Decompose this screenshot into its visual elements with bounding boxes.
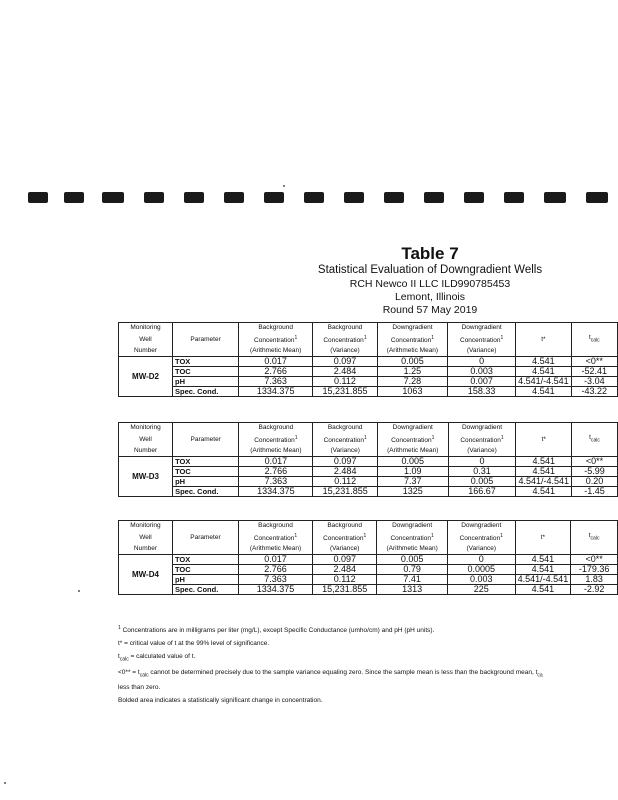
column-header: Concentration$^1$ [313,531,377,544]
column-header: Concentration$^1$ [377,433,448,446]
column-header: Background [313,323,377,334]
parameter-cell: TOX [173,457,239,467]
column-header: t* [516,433,572,446]
column-header: (Arithmetic Mean) [377,446,448,457]
column-header: Concentration$^1$ [377,333,447,346]
column-header: (Arithmetic Mean) [377,346,447,357]
downgradient-variance-cell: 0 [447,555,515,565]
background-mean-cell: 7.363 [238,575,312,585]
downgradient-variance-cell: 0.31 [448,467,516,477]
downgradient-mean-cell: 1.25 [377,367,447,377]
header-row [119,333,618,346]
t-calc-cell: <0** [571,357,617,367]
downgradient-mean-cell: 0.005 [377,457,448,467]
column-header: Background [238,521,312,532]
column-header: (Variance) [448,346,516,357]
background-mean-cell: 1334.375 [239,387,313,397]
downgradient-variance-cell: 0.007 [448,377,516,387]
t-calc-cell: -1.45 [572,487,618,497]
column-header: (Variance) [447,544,515,555]
column-header: Monitoring [119,521,173,532]
table-title: Table 7 [401,244,459,263]
background-mean-cell: 7.363 [239,477,313,487]
parameter-cell: pH [173,377,239,387]
t-calc-cell: -5.99 [572,467,618,477]
table-row [119,555,618,565]
column-header: Background [313,521,377,532]
column-header: (Arithmetic Mean) [377,544,447,555]
column-header: Number [119,346,173,357]
parameter-cell: TOC [173,367,239,377]
footnotes [118,622,618,707]
column-header: Downgradient [377,423,448,434]
downgradient-mean-cell: 7.41 [377,575,447,585]
header-row [119,423,618,434]
header-row [119,521,618,532]
downgradient-variance-cell: 158.33 [448,387,516,397]
column-header: Concentration$^1$ [238,531,312,544]
downgradient-mean-cell: 1313 [377,585,447,595]
downgradient-mean-cell: 0.005 [377,357,447,367]
parameter-cell: pH [173,477,239,487]
parameter-cell: Spec. Cond. [173,387,239,397]
background-mean-cell: 2.766 [238,565,312,575]
t-calc-cell: -43.22 [571,387,617,397]
column-header: Number [119,446,173,457]
header-row [119,531,618,544]
table-row [119,387,618,397]
column-header: (Variance) [313,446,378,457]
t-calc-cell: -179.36 [571,565,618,575]
t-calc-cell: <0** [572,457,618,467]
parameter-cell: Spec. Cond. [173,487,239,497]
parameter-cell: pH [172,575,238,585]
header-row [119,346,618,357]
footnote-tstar: t* = critical value of t at the 99% level of significance. [118,640,270,648]
downgradient-variance-cell: 225 [447,585,515,595]
column-header: Downgradient [447,521,515,532]
column-header: Background [239,323,313,334]
t-calc-cell: -2.92 [571,585,618,595]
column-header: Concentration$^1$ [448,333,516,346]
background-mean-cell: 2.766 [239,367,313,377]
background-variance-cell: 15,231.855 [313,387,377,397]
downgradient-variance-cell: 0 [448,457,516,467]
table-row [119,565,618,575]
parameter-cell: TOX [173,357,239,367]
t-calc-cell: 0.20 [572,477,618,487]
table-subtitle: Statistical Evaluation of Downgradient Wells [317,264,543,276]
t-critical-cell: 4.541 [516,457,572,467]
column-header: Downgradient [377,323,447,334]
footnote-bold: Bolded area indicates a statistically significant change in concentration. [118,696,323,704]
background-variance-cell: 0.112 [313,377,377,387]
column-header: (Variance) [448,446,516,457]
column-header: (Arithmetic Mean) [238,544,312,555]
downgradient-variance-cell: 166.67 [448,487,516,497]
column-header: (Variance) [313,544,377,555]
background-mean-cell: 0.017 [239,357,313,367]
column-header: Background [239,423,313,434]
background-mean-cell: 0.017 [239,457,313,467]
background-variance-cell: 0.097 [313,457,378,467]
background-variance-cell: 0.097 [313,357,377,367]
background-variance-cell: 2.484 [313,467,378,477]
t-critical-cell: 4.541 [515,585,571,595]
footnote-tcalc: $t_{calc}$ = calculated value of t. [118,653,196,663]
parameter-cell: TOX [172,555,238,565]
round-line: Round 57 May 2019 [382,304,478,316]
t-critical-cell: 4.541 [516,357,572,367]
table-row [119,367,618,377]
table-row [119,467,618,477]
t-critical-cell: 4.541 [516,487,572,497]
column-header: Downgradient [448,423,516,434]
well-number: MW-D3 [119,457,173,497]
table-row [119,575,618,585]
column-header: (Arithmetic Mean) [239,346,313,357]
dashed-separator [28,192,618,206]
t-calc-cell: -3.04 [571,377,617,387]
column-header: Well [119,531,173,544]
downgradient-variance-cell: 0.005 [448,477,516,487]
background-mean-cell: 7.363 [239,377,313,387]
downgradient-mean-cell: 0.005 [377,555,447,565]
downgradient-variance-cell: 0.003 [447,575,515,585]
t-critical-cell: 4.541 [516,467,572,477]
background-variance-cell: 0.112 [313,575,377,585]
background-variance-cell: 15,231.855 [313,487,378,497]
column-header: (Arithmetic Mean) [239,446,313,457]
column-header: (Variance) [313,346,377,357]
column-header: Concentration$^1$ [239,333,313,346]
column-header: $t_{calc}$ [571,333,617,346]
location-line: Lemont, Illinois [394,291,466,303]
column-header: Concentration$^1$ [313,433,378,446]
column-header: Monitoring [119,323,173,334]
header-row [119,544,618,555]
header-row [119,323,618,334]
column-header: $t_{calc}$ [572,433,618,446]
column-header: Parameter [173,333,239,346]
column-header: Concentration$^1$ [239,433,313,446]
table-row [119,585,618,595]
column-header: t* [515,531,571,544]
downgradient-mean-cell: 7.28 [377,377,447,387]
footnote-zero-variance: $<0** = t_{calc}$ cannot be determined precisely due to the sample variance equaling zero. Since the sample mean is less than the background mean, $t_{ca}$ [118,669,543,679]
column-header: Monitoring [119,423,173,434]
well-number: MW-D2 [119,357,173,397]
well-table [118,322,618,397]
background-mean-cell: 2.766 [239,467,313,477]
column-header: Well [119,333,173,346]
downgradient-mean-cell: 1.09 [377,467,448,477]
background-variance-cell: 0.112 [313,477,378,487]
column-header: Background [313,423,378,434]
header-row [119,433,618,446]
column-header: Concentration$^1$ [447,531,515,544]
parameter-cell: Spec. Cond. [172,585,238,595]
well-table [118,422,618,497]
column-header: Parameter [172,531,238,544]
downgradient-mean-cell: 1325 [377,487,448,497]
footnote-zero-variance-cont: less than zero. [118,683,161,691]
column-header: t* [516,333,572,346]
well-number: MW-D4 [119,555,173,595]
background-mean-cell: 1334.375 [238,585,312,595]
t-critical-cell: 4.541 [516,387,572,397]
t-calc-cell: -52.41 [571,367,617,377]
t-critical-cell: 4.541 [515,555,571,565]
column-header: Downgradient [448,323,516,334]
column-header: Well [119,433,173,446]
t-calc-cell: 1.83 [571,575,618,585]
footnote-units: $^1$ Concentrations are in milligrams per liter (mg/L), except Specific Conductance (umho/cm) and pH (pH units). [118,625,435,635]
background-mean-cell: 1334.375 [239,487,313,497]
column-header: Concentration$^1$ [313,333,377,346]
t-critical-cell: 4.541 [515,565,571,575]
t-critical-cell: 4.541/-4.541 [516,377,572,387]
downgradient-variance-cell: 0.0005 [447,565,515,575]
column-header: Concentration$^1$ [448,433,516,446]
background-mean-cell: 0.017 [238,555,312,565]
table-row [119,457,618,467]
downgradient-variance-cell: 0.003 [448,367,516,377]
well-table [118,520,618,595]
background-variance-cell: 15,231.855 [313,585,377,595]
background-variance-cell: 2.484 [313,367,377,377]
table-row [119,477,618,487]
table-row [119,487,618,497]
downgradient-variance-cell: 0 [448,357,516,367]
table-row [119,377,618,387]
downgradient-mean-cell: 7.37 [377,477,448,487]
parameter-cell: TOC [173,467,239,477]
background-variance-cell: 0.097 [313,555,377,565]
facility-line: RCH Newco II LLC ILD990785453 [349,278,511,290]
downgradient-mean-cell: 1063 [377,387,447,397]
t-critical-cell: 4.541/-4.541 [515,575,571,585]
parameter-cell: TOC [172,565,238,575]
column-header: Downgradient [377,521,447,532]
column-header: Concentration$^1$ [377,531,447,544]
t-critical-cell: 4.541 [516,367,572,377]
header-row [119,446,618,457]
column-header: Number [119,544,173,555]
downgradient-mean-cell: 0.79 [377,565,447,575]
background-variance-cell: 2.484 [313,565,377,575]
table-row [119,357,618,367]
t-calc-cell: <0** [571,555,618,565]
column-header: Parameter [173,433,239,446]
t-critical-cell: 4.541/-4.541 [516,477,572,487]
column-header: $t_{calc}$ [571,531,618,544]
